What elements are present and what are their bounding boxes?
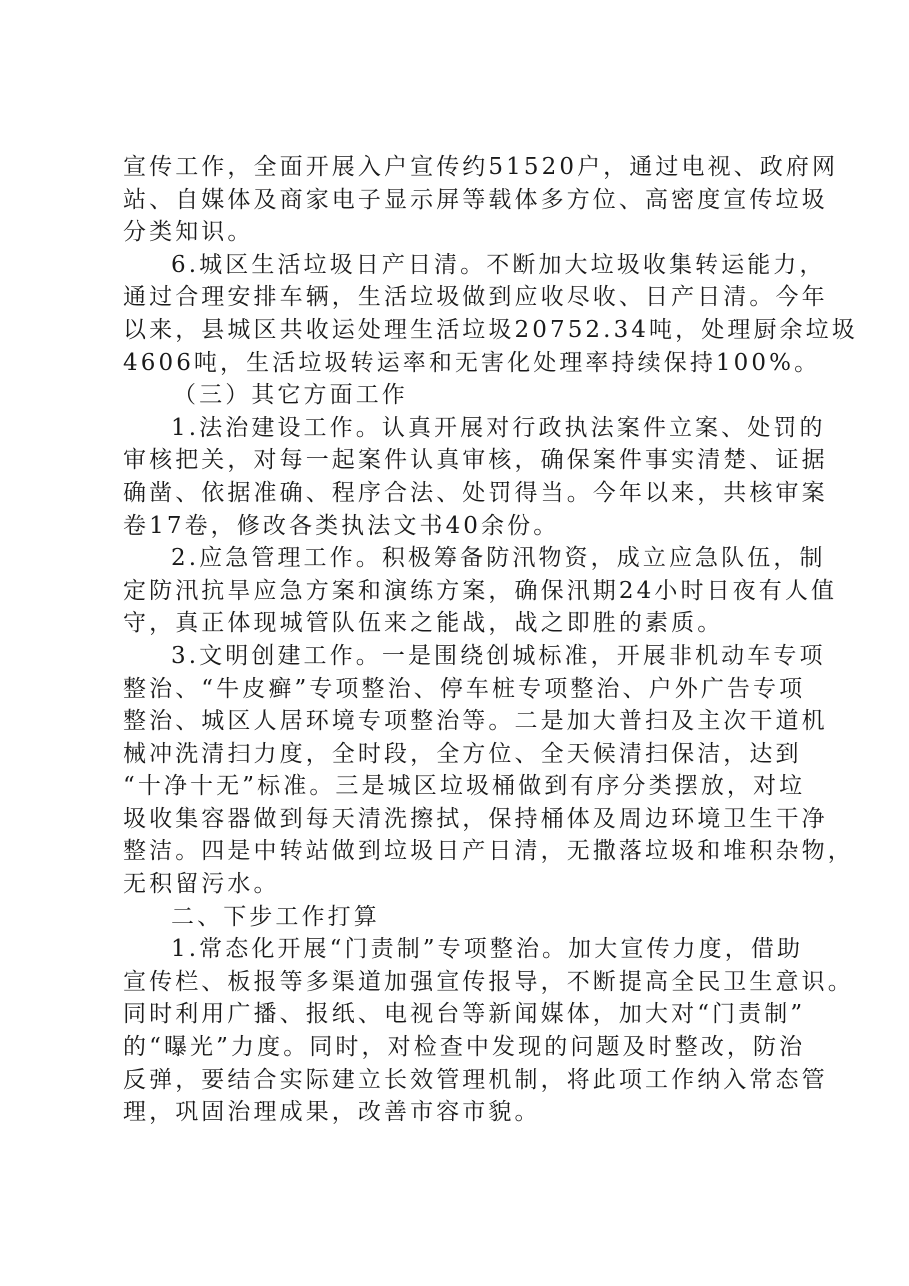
text-line: 确凿、依据准确、程序合法、处罚得当。今年以来，共核审案 <box>123 479 828 506</box>
text-line: 1.常态化开展“门责制”专项整治。加大宣传力度，借助 <box>171 936 804 963</box>
text-line: 宣传工作，全面开展入户宣传约51520户，通过电视、政府网 <box>123 154 839 180</box>
text-line: “十净十无”标准。三是城区垃圾桶做到有序分类摆放，对垃 <box>123 773 806 800</box>
text-line: 2.应急管理工作。积极筹备防汛物资，成立应急队伍，制 <box>171 545 826 572</box>
text-line: 定防汛抗旱应急方案和演练方案，确保汛期24小时日夜有人值 <box>123 577 838 604</box>
text-line: 守，真正体现城管队伍来之能战，战之即胜的素质。 <box>123 610 724 637</box>
text-line: 理，巩固治理成果，改善市容市貌。 <box>123 1099 541 1126</box>
text-line: 4606吨，生活垃圾转运率和无害化处理率持续保持100%。 <box>123 349 821 376</box>
text-line: 卷17卷，修改各类执法文书40余份。 <box>123 512 560 539</box>
text-line: 宣传栏、板报等多渠道加强宣传报导，不断提高全民卫生意识。 <box>123 968 854 995</box>
text-line: 无积留污水。 <box>123 871 280 898</box>
text-line: 1.法治建设工作。认真开展对行政执法案件立案、处罚的 <box>171 414 826 441</box>
text-line: 整治、“牛皮癣”专项整治、停车桩专项整治、户外广告专项 <box>123 675 806 702</box>
text-line: 以来，县城区共收运处理生活垃圾20752.34吨，处理厨余垃圾 <box>123 316 858 343</box>
text-line: 的“曝光”力度。同时，对检查中发现的问题及时整改，防治 <box>123 1034 806 1061</box>
text-line: 同时利用广播、报纸、电视台等新闻媒体，加大对“门责制” <box>123 1001 806 1028</box>
text-line: 分类知识。 <box>123 219 254 246</box>
text-line: 通过合理安排车辆，生活垃圾做到应收尽收、日产日清。今年 <box>123 284 828 311</box>
text-line: 圾收集容器做到每天清洗擦拭，保持桶体及周边环境卫生干净 <box>123 805 828 832</box>
text-line: 整洁。四是中转站做到垃圾日产日清，无撒落垃圾和堆积杂物， <box>123 838 854 865</box>
text-line: 6.城区生活垃圾日产日清。不断加大垃圾收集转运能力， <box>171 251 826 278</box>
text-line: 审核把关，对每一起案件认真审核，确保案件事实清楚、证据 <box>123 447 828 474</box>
document-body <box>123 151 858 1129</box>
text-line: 二、下步工作打算 <box>171 903 380 930</box>
text-line: 械冲洗清扫力度，全时段，全方位、全天候清扫保洁，达到 <box>123 740 802 767</box>
text-line: 整治、城区人居环境专项整治等。二是加大普扫及主次干道机 <box>123 708 828 735</box>
text-line: 3.文明创建工作。一是围绕创城标准，开展非机动车专项 <box>171 642 826 669</box>
text-line: （三）其它方面工作 <box>173 382 408 409</box>
text-line: 站、自媒体及商家电子显示屏等载体多方位、高密度宣传垃圾 <box>123 186 828 213</box>
text-line: 反弹，要结合实际建立长效管理机制，将此项工作纳入常态管 <box>123 1066 828 1093</box>
